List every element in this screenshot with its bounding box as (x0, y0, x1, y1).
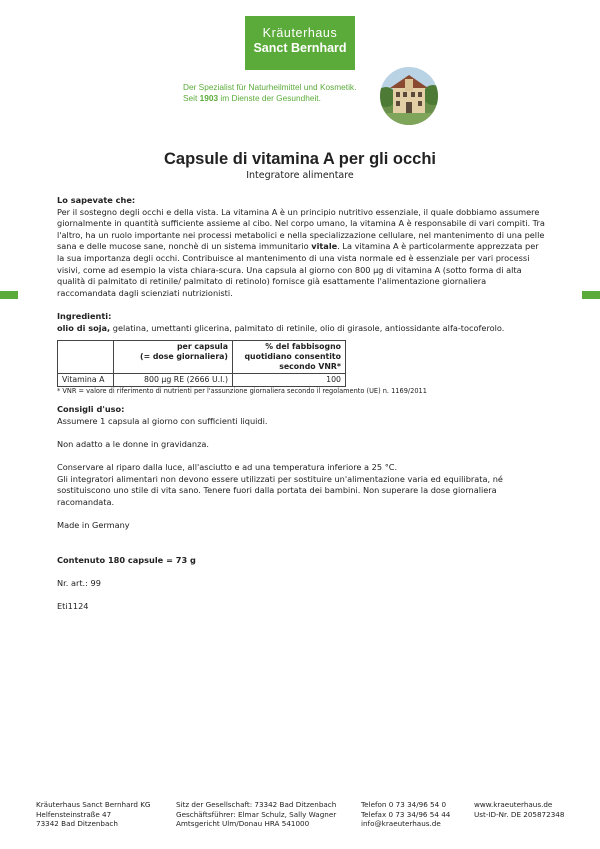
table-row (58, 374, 346, 387)
nutrient-name: Vitamina A (58, 374, 114, 387)
nutrition-table (57, 340, 346, 387)
footer-address: Kräuterhaus Sanct Bernhard KG Helfensteinstraße 47 73342 Bad Ditzenbach (36, 800, 151, 829)
product-title: Capsule di vitamina A per gli occhi (163, 150, 436, 168)
tagline-line2: Seit 1903 im Dienste der Gesundheit. (183, 93, 321, 103)
footer-registration: Sitz der Gesellschaft: 73342 Bad Ditzenbach Geschäftsführer: Elmar Schulz, Sally Wagner Amtsgericht Ulm/Donau HRA 541000 (176, 800, 337, 829)
label-body (57, 195, 547, 613)
table-header-per-capsule: per capsula (= dose giornaliera) (114, 341, 233, 374)
product-subtitle: Integratore alimentare (246, 170, 354, 181)
brand-name-line2: Sanct Bernhard (253, 41, 347, 55)
footer-website-link[interactable]: www.kraeuterhaus.de (474, 800, 553, 809)
table-footnote: * VNR = valore di riferimento di nutrienti per l'assunzione giornaliera secondo il regolamento (UE) n. 1169/2011 (57, 387, 427, 396)
usage-storage: Conservare al riparo dalla luce, all'asciutto e ad una temperatura inferiore a 25 °C. (57, 462, 398, 473)
usage-notice: Gli integratori alimentari non devono essere utilizzati per sostituire un'alimentazione varia ed equilibrata, né sostituiscono uno stile di vita sano. Tenere fuori dalla portata dei bambini. Non superare la dose giornaliera racomandata. (57, 473, 503, 507)
tagline-line1: Der Spezialist für Naturheilmittel und Kosmetik. (183, 82, 357, 92)
nutrient-pct: 100 (233, 374, 346, 387)
ingredients-text: olio di soja, gelatina, umettanti glicerina, palmitato di retinile, olio di girasole, antiossidante alfa-tocoferolo. (57, 322, 505, 333)
usage-heading: Consigli d'uso: (57, 404, 125, 415)
brand-tagline (183, 82, 356, 104)
intro-heading: Lo sapevate che: (57, 195, 136, 205)
nutrient-amount: 800 µg RE (2666 U.I.) (114, 374, 233, 387)
side-mark-right (582, 291, 600, 299)
brand-logo (245, 16, 355, 70)
usage-warning: Non adatto a le donne in gravidanza. (57, 438, 210, 449)
brand-name-line1: Kräuterhaus (262, 26, 338, 40)
package-contents: Contenuto 180 capsule = 73 g (57, 554, 196, 565)
table-header-empty (58, 341, 114, 374)
usage-dose: Assumere 1 capsula al giorno con sufficienti liquidi. (57, 415, 268, 426)
article-number: Nr. art.: 99 (57, 578, 101, 589)
footer-email-link[interactable]: info@kraeuterhaus.de (361, 819, 441, 829)
label-code: Eti1124 (57, 601, 89, 612)
made-in: Made in Germany (57, 520, 130, 531)
house-photo-icon (380, 67, 438, 125)
footer-contact: Telefon 0 73 34/96 54 0 Telefax 0 73 34/96 54 44 info@kraeuterhaus.de (361, 800, 451, 829)
side-mark-left (0, 291, 18, 299)
intro-text: Per il sostegno degli occhi e della vista. La vitamina A è un principio nutritivo essenziale, il quale dobbiamo assumere giornalmente in quantità sufficiente assieme al cibo. Nel corpo umano, la vitamina A è responsabile di vari compiti. Tra l'altro, ha un ruolo importante nei processi metabolici e nella specializzazione cellulare, nel mantenimento di una pelle sana e delle mucose sane, nonchè di un sistema immunitario vitale. La vitamina A è particolarmente apprezzata per la sua importanza degli occhi. Contribuisce al mantenimento di una vista normale ed è essenziale per vari processi visivi, come ad esempio la vista chiara-scura. Una capsula al giorno con 800 µg di vitamina A (sotto forma di alta qualità di palmitato di retinile/ palmitato di retinolo) fornisce già esattamente l'alimentazione giornaliera raccomandata dagli scienziati nutrizionisti. (57, 206, 545, 298)
table-header-nrv: % del fabbisogno quotidiano consentito secondo VNR* (233, 341, 346, 374)
ingredients-heading: Ingredienti: (57, 310, 112, 321)
footer-web: www.kraeuterhaus.de Ust-ID-Nr. DE 205872348 (474, 800, 565, 819)
